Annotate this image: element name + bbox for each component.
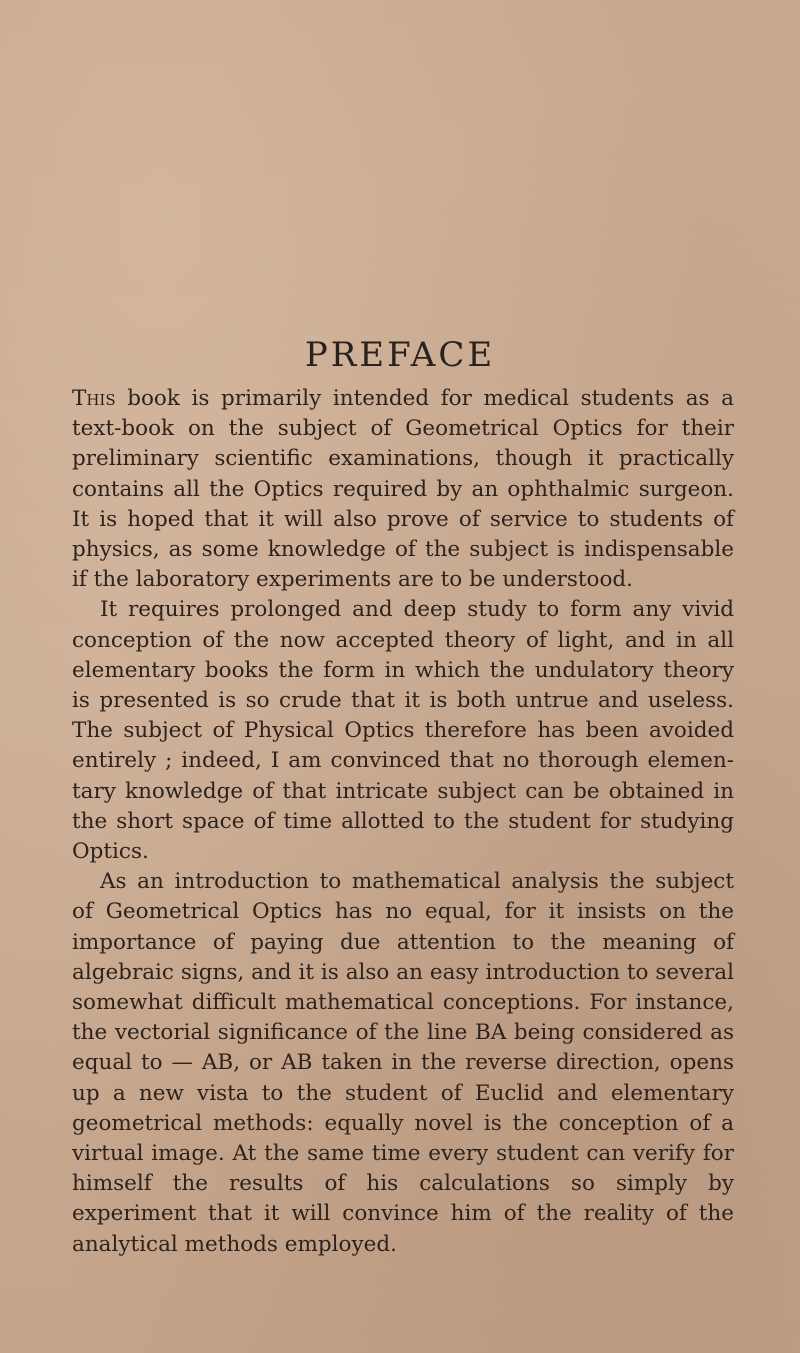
paragraph-3	[72, 867, 734, 1260]
paragraph-1	[72, 384, 734, 595]
page-title: PREFACE	[304, 335, 496, 375]
paragraph-2	[72, 595, 734, 867]
preface-body	[72, 384, 734, 1260]
paragraph-2-text: It requires prolonged and deep study to form any vivid conception of the now accepted theory of light, and in all elementary books the form in which the undulatory theory is presented is so crude that it is both untrue and useless. The subject of Physical Optics therefore has been avoided entirely ; indeed, I am convinced that no thorough elemen-tary knowledge of that intricate subject can be obtained in the short space of time allotted to the student for studying Optics.	[72, 597, 734, 865]
paragraph-1-lead: This	[72, 386, 116, 411]
paragraph-1-text: book is primarily intended for medical students as a text-book on the subject of Geometrical Optics for their preliminary scientific examinations, though it practically contains all the Optics required by an ophthalmic surgeon. It is hoped that it will also prove of service to students of physics, as some knowledge of the subject is indispensable if the laboratory experiments are to be understood.	[72, 386, 734, 593]
paragraph-3-text: As an introduction to mathematical analysis the subject of Geometrical Optics has no equal, for it insists on the importance of paying due attention to the meaning of algebraic signs, and it is also an easy introduction to several somewhat difficult mathematical conceptions. For instance, the vectorial significance of the line BA being considered as equal to — AB, or AB taken in the reverse direction, opens up a new vista to the student of Euclid and elementary geometrical methods: equally novel is the conception of a virtual image. At the same time every student can verify for himself the results of his calculations so simply by experiment that it will convince him of the reality of the analytical methods employed.	[72, 869, 734, 1257]
